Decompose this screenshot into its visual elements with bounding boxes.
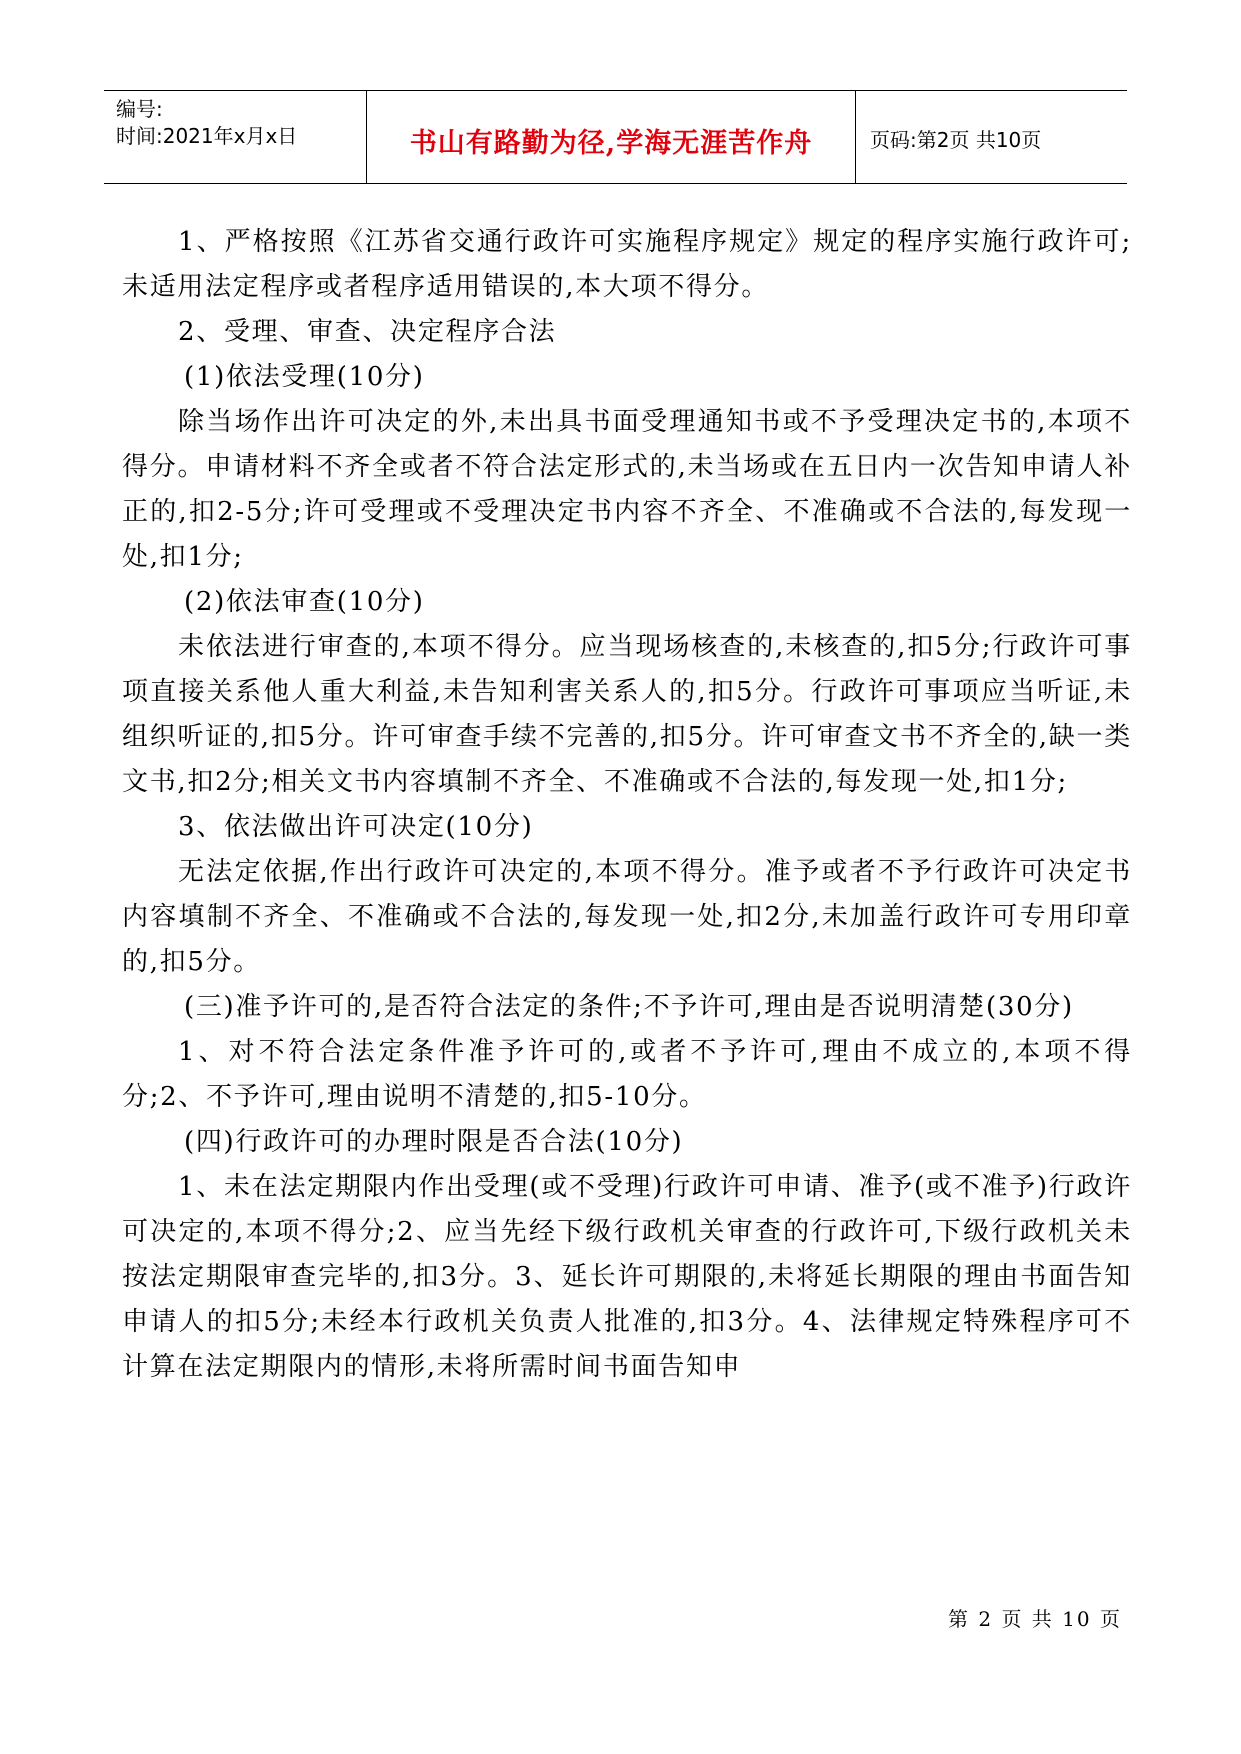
page-footer-number: 第 2 页 共 10 页 bbox=[948, 1607, 1122, 1631]
header-meta-cell bbox=[104, 91, 367, 183]
body-paragraph: 1、严格按照《江苏省交通行政许可实施程序规定》规定的程序实施行政许可;未适用法定程序或者程序适用错误的,本大项不得分。 bbox=[122, 227, 1132, 302]
document-header bbox=[104, 90, 1127, 184]
section-heading: 2、受理、审查、决定程序合法 bbox=[178, 317, 557, 347]
body-paragraph: 未依法进行审查的,本项不得分。应当现场核查的,未核查的,扣5分;行政许可事项直接关系他人重大利益,未告知利害关系人的,扣5分。行政许可事项应当听证,未组织听证的,扣5分。许可审查手续不完善的,扣5分。许可审查文书不齐全的,缺一类文书,扣2分;相关文书内容填制不齐全、不准确或不合法的,每发现一处,扣1分; bbox=[122, 632, 1132, 797]
document-body bbox=[122, 220, 1132, 1390]
subsection-heading: (1)依法受理(10分) bbox=[184, 362, 425, 392]
header-motto: 书山有路勤为径,学海无涯苦作舟 bbox=[409, 128, 813, 159]
body-paragraph: 除当场作出许可决定的外,未出具书面受理通知书或不予受理决定书的,本项不得分。申请材料不齐全或者不符合法定形式的,未当场或在五日内一次告知申请人补正的,扣2-5分;许可受理或不受理决定书内容不齐全、不准确或不合法的,每发现一处,扣1分; bbox=[122, 407, 1132, 572]
header-page-cell bbox=[856, 91, 1127, 183]
section-heading: (三)准予许可的,是否符合法定的条件;不予许可,理由是否说明清楚(30分) bbox=[184, 992, 1074, 1022]
header-page-number: 页码:第2页 共10页 bbox=[870, 128, 1042, 152]
section-heading: 3、依法做出许可决定(10分) bbox=[178, 812, 534, 842]
section-heading: (四)行政许可的办理时限是否合法(10分) bbox=[184, 1127, 684, 1157]
document-time-label: 时间:2021年x月x日 bbox=[116, 124, 298, 148]
header-motto-cell bbox=[367, 91, 856, 183]
body-paragraph: 1、对不符合法定条件准予许可的,或者不予许可,理由不成立的,本项不得分;2、不予许可,理由说明不清楚的,扣5-10分。 bbox=[122, 1037, 1132, 1112]
body-paragraph: 1、未在法定期限内作出受理(或不受理)行政许可申请、准予(或不准予)行政许可决定的,本项不得分;2、应当先经下级行政机关审查的行政许可,下级行政机关未按法定期限审查完毕的,扣3分。3、延长许可期限的,未将延长期限的理由书面告知申请人的扣5分;未经本行政机关负责人批准的,扣3分。4、法律规定特殊程序可不计算在法定期限内的情形,未将所需时间书面告知申 bbox=[122, 1172, 1132, 1382]
body-paragraph: 无法定依据,作出行政许可决定的,本项不得分。准予或者不予行政许可决定书内容填制不齐全、不准确或不合法的,每发现一处,扣2分,未加盖行政许可专用印章的,扣5分。 bbox=[122, 857, 1132, 977]
subsection-heading: (2)依法审查(10分) bbox=[184, 587, 425, 617]
document-number-label: 编号: bbox=[116, 97, 163, 121]
